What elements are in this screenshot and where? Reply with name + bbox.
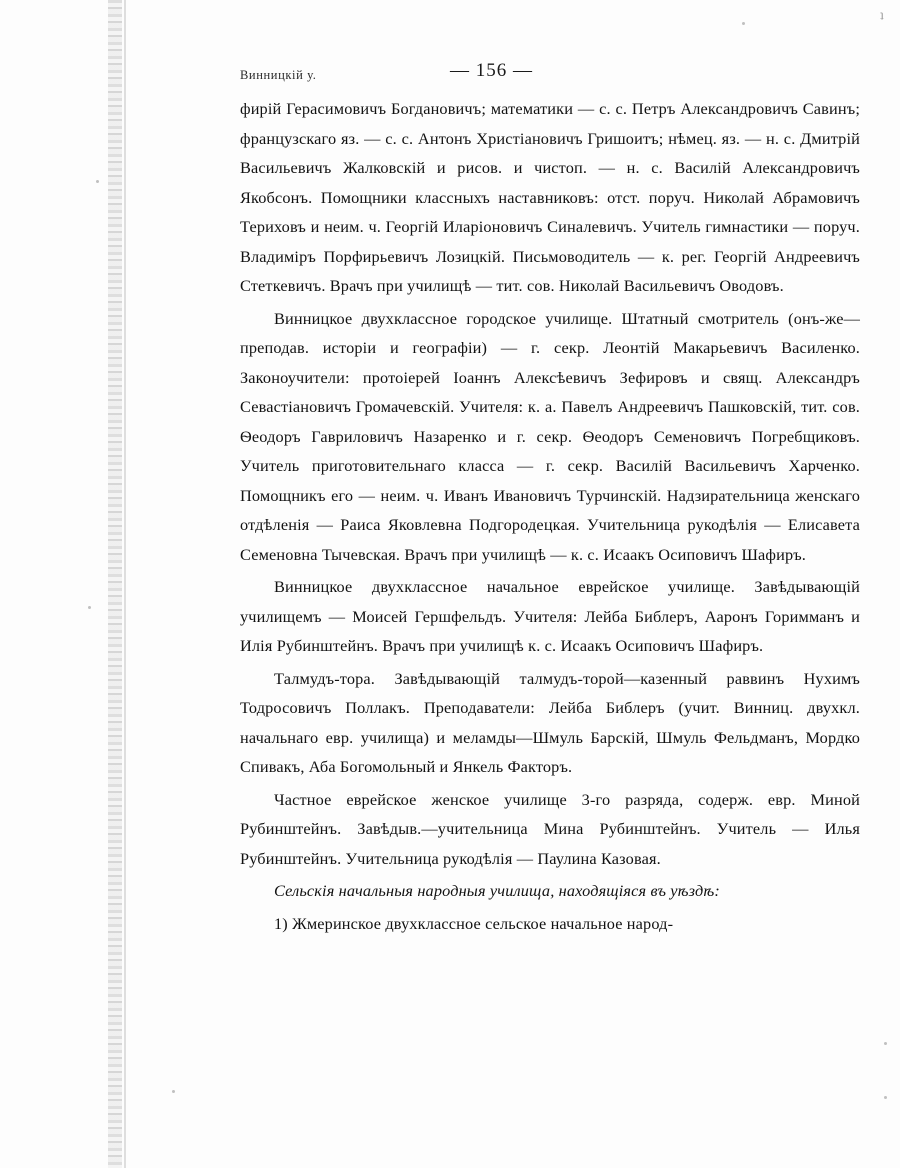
- scan-speck: [172, 1090, 175, 1093]
- scan-speck: [884, 1042, 887, 1045]
- body-paragraph: Талмудъ-тора. Завѣдывающій талмудъ-торой—казенный раввинъ Нухимъ Тодросовичъ Поллакъ. Преподаватели: Лейба Библеръ (учит. Винниц. двухкл. начальнаго евр. училища) и меламды—Шмуль Барскій, Шмуль Фельдманъ, Мордко Спивакъ, Аба Богомольный и Янкель Факторъ.: [240, 668, 860, 776]
- body-paragraph: Частное еврейское женское училище 3-го разряда, содерж. евр. Миной Рубинштейнъ. Завѣдыв.—учительница Мина Рубинштейнъ. Учитель — Илья Рубинштейнъ. Учительница рукодѣлія — Паулина Казовая.: [240, 789, 860, 868]
- list-item: 1) Жмеринское двухклассное сельское начальное народ-: [274, 913, 674, 933]
- section-subheading: Сельскія начальныя народныя училища, находящіяся въ уѣздѣ:: [274, 881, 720, 900]
- scan-speck: [884, 1096, 887, 1099]
- body-paragraph: фирій Герасимовичъ Богдановичъ; математики — с. с. Петръ Александровичъ Савинъ; французскаго яз. — с. с. Антонъ Христіановичъ Гришоитъ; нѣмец. яз. — н. с. Дмитрій Васильевичъ Жалковскій и рисов. и чистоп. — н. с. Василій Александровичъ Якобсонъ. Помощники классныхъ наставниковъ: отст. поруч. Николай Абрамовичъ Териховъ и неим. ч. Георгій Иларіоновичъ Синалевичъ. Учитель гимнастики — поруч. Владиміръ Порфирьевичъ Лозицкій. Письмоводитель — к. рег. Георгій Андреевичъ Стеткевичъ. Врачъ при училищѣ — тит. сов. Николай Васильевичъ Оводовъ.: [240, 99, 860, 295]
- scan-gutter-artifact: [108, 0, 122, 1168]
- page-content: [240, 60, 860, 938]
- scan-edge-mark: ʇ: [880, 8, 884, 23]
- running-head: Винницкій у.: [240, 68, 317, 82]
- scan-speck: [96, 180, 99, 183]
- scan-gutter-line: [124, 0, 126, 1168]
- page-number: — 156 —: [450, 60, 533, 81]
- body-paragraph: Винницкое двухклассное начальное еврейское училище. Завѣдывающій училищемъ — Моисей Гершфельдъ. Учителя: Лейба Библеръ, Ааронъ Горимманъ и Илія Рубинштейнъ. Врачъ при училищѣ к. с. Исаакъ Осиповичъ Шафиръ.: [240, 577, 860, 655]
- body-paragraph: Винницкое двухклассное городское училище. Штатный смотритель (онъ-же—преподав. исторіи и географіи) — г. секр. Леонтій Макарьевичъ Василенко. Законоучители: протоіерей Іоаннъ Алексѣевичъ Зефировъ и свящ. Александръ Севастіановичъ Громачевскій. Учителя: к. а. Павелъ Андреевичъ Пашковскій, тит. сов. Ѳеодоръ Гавриловичъ Назаренко и г. секр. Ѳеодоръ Семеновичъ Погребщиковъ. Учитель приготовительнаго класса — г. секр. Василій Васильевичъ Харченко. Помощникъ его — неим. ч. Иванъ Ивановичъ Турчинскій. Надзирательница женскаго отдѣленія — Раиса Яковлевна Подгородецкая. Учительница рукодѣлія — Елисавета Семеновна Тычевская. Врачъ при училищѣ — к. с. Исаакъ Осиповичъ Шафиръ.: [240, 308, 860, 564]
- scan-speck: [742, 22, 745, 25]
- page-header: [240, 60, 860, 94]
- scan-speck: [88, 606, 91, 609]
